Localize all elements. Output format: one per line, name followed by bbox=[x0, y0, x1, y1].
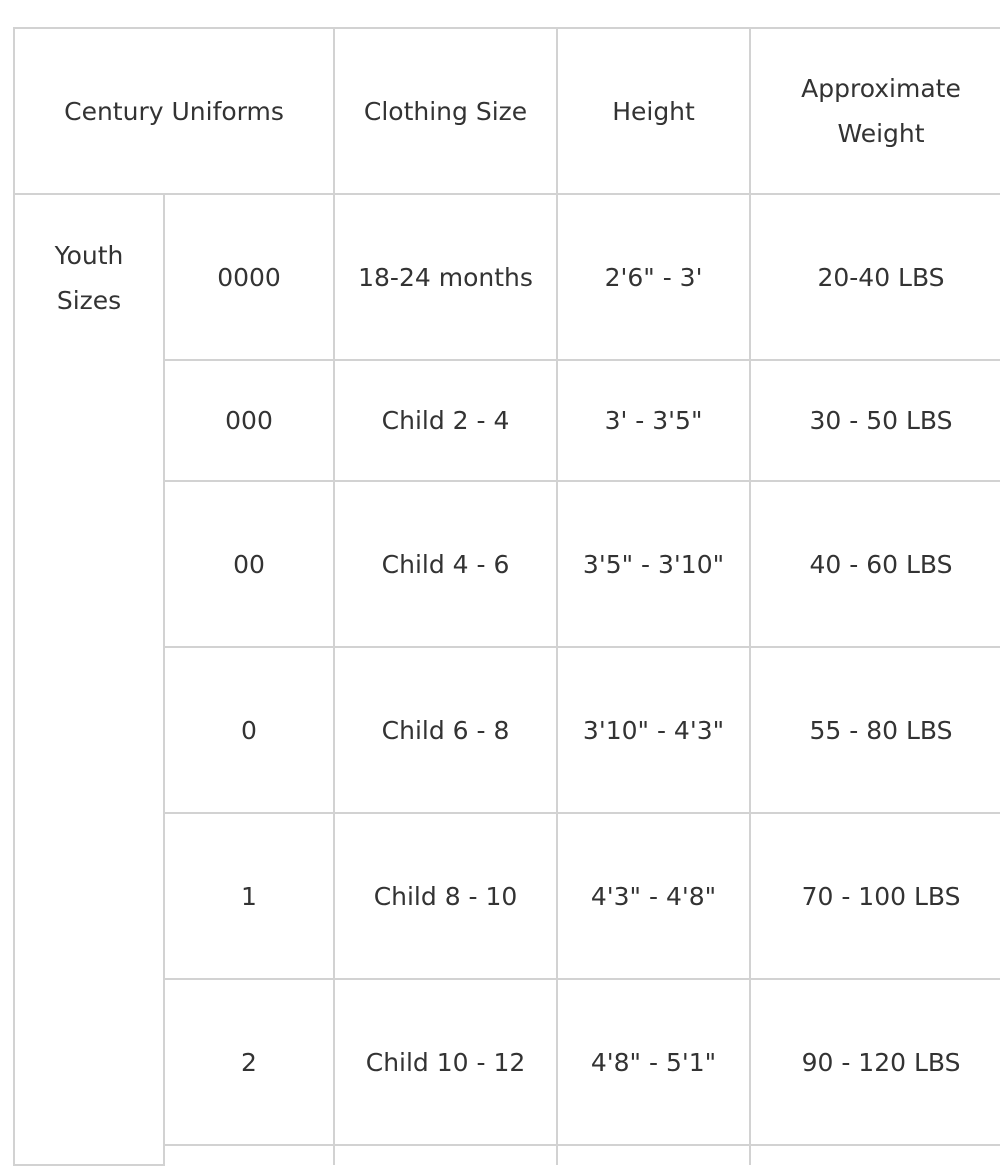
size-chart-table bbox=[13, 27, 1000, 1166]
size-value: 2 bbox=[241, 1047, 257, 1077]
header-approximate-weight-label: Approximate Weight bbox=[801, 74, 961, 148]
height-cell bbox=[557, 360, 750, 481]
clothing-value: Child 6 - 8 bbox=[381, 715, 510, 745]
header-brand-label: Century Uniforms bbox=[64, 96, 284, 126]
height-cell bbox=[557, 979, 750, 1145]
size-cell bbox=[164, 360, 334, 481]
clothing-value: Child 2 - 4 bbox=[381, 406, 510, 435]
header-approximate-weight bbox=[750, 28, 1000, 194]
size-value: 1 bbox=[241, 881, 257, 911]
size-value: 00 bbox=[233, 549, 265, 579]
weight-value: 70 - 100 LBS bbox=[801, 881, 961, 911]
height-cell bbox=[557, 481, 750, 647]
size-cell bbox=[164, 813, 334, 979]
height-value: 3'10" - 4'3" bbox=[582, 715, 725, 745]
clothing-cell bbox=[334, 647, 557, 813]
size-cell bbox=[164, 481, 334, 647]
height-cell bbox=[557, 194, 750, 360]
size-cell bbox=[164, 194, 334, 360]
table-row bbox=[14, 194, 1000, 360]
size-cell bbox=[164, 979, 334, 1145]
clothing-cell bbox=[334, 194, 557, 360]
height-cell bbox=[557, 647, 750, 813]
weight-value: 90 - 120 LBS bbox=[801, 1047, 961, 1077]
header-height-label: Height bbox=[612, 96, 695, 126]
weight-cell bbox=[750, 194, 1000, 360]
clothing-cell bbox=[334, 979, 557, 1145]
size-value: 0 bbox=[241, 715, 257, 745]
weight-value: 40 - 60 LBS bbox=[809, 549, 953, 579]
header-clothing-size-label: Clothing Size bbox=[363, 96, 528, 126]
weight-cell bbox=[750, 360, 1000, 481]
header-clothing-size bbox=[334, 28, 557, 194]
group-cell-youth-sizes bbox=[14, 194, 164, 1165]
size-cell bbox=[164, 647, 334, 813]
clothing-value: Child 10 - 12 bbox=[365, 1047, 526, 1077]
height-cell bbox=[557, 813, 750, 979]
clothing-cell bbox=[334, 813, 557, 979]
clothing-value: 18-24 months bbox=[358, 262, 533, 292]
clothing-value: Child 4 - 6 bbox=[381, 549, 510, 579]
table-header-row bbox=[14, 28, 1000, 194]
weight-cell bbox=[750, 813, 1000, 979]
clothing-cell bbox=[334, 360, 557, 481]
weight-value: 55 - 80 LBS bbox=[809, 715, 953, 745]
height-value: 4'3" - 4'8" bbox=[590, 881, 717, 911]
header-brand bbox=[14, 28, 334, 194]
weight-cell bbox=[750, 481, 1000, 647]
clothing-value: Child 8 - 10 bbox=[373, 881, 518, 911]
weight-value: 20-40 LBS bbox=[817, 262, 945, 292]
height-value: 2'6" - 3' bbox=[604, 262, 703, 292]
height-value: 4'8" - 5'1" bbox=[590, 1047, 717, 1077]
weight-value: 30 - 50 LBS bbox=[809, 406, 953, 435]
clothing-cell-partial bbox=[334, 1145, 557, 1165]
weight-cell bbox=[750, 647, 1000, 813]
weight-cell-partial bbox=[750, 1145, 1000, 1165]
header-height bbox=[557, 28, 750, 194]
group-label: Youth Sizes bbox=[54, 241, 124, 315]
size-cell-partial bbox=[164, 1145, 334, 1165]
height-value: 3'5" - 3'10" bbox=[582, 549, 725, 579]
size-value: 000 bbox=[225, 406, 273, 435]
clothing-cell bbox=[334, 481, 557, 647]
weight-cell bbox=[750, 979, 1000, 1145]
size-value: 0000 bbox=[217, 262, 281, 292]
height-value: 3' - 3'5" bbox=[604, 406, 703, 435]
height-cell-partial bbox=[557, 1145, 750, 1165]
